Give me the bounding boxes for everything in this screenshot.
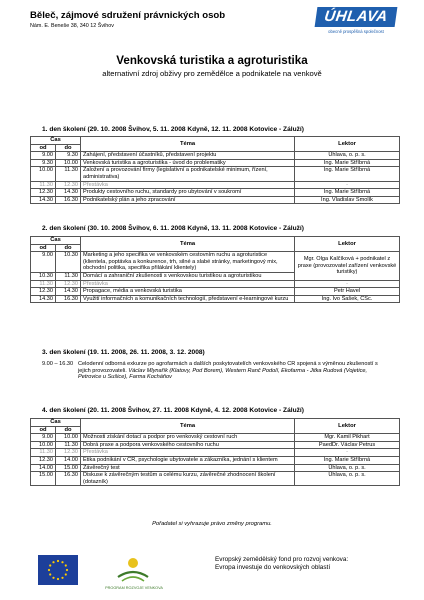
header-cas: Čas bbox=[31, 237, 81, 245]
time-from-cell: 14.30 bbox=[31, 196, 56, 204]
time-to-cell: 10.30 bbox=[56, 252, 81, 273]
eu-star-icon bbox=[65, 573, 67, 575]
topic-cell: Přestávka bbox=[81, 181, 295, 189]
schedule-row bbox=[31, 434, 400, 442]
leader-logo bbox=[112, 553, 154, 587]
day3-time: 9.00 – 16.30 bbox=[42, 361, 74, 367]
schedule-row bbox=[31, 472, 400, 486]
time-from-cell: 12.30 bbox=[31, 288, 56, 296]
topic-cell: Produkty cestovního ruchu, standardy pro ubytování v soukromí bbox=[81, 189, 295, 197]
day2-table bbox=[30, 236, 400, 303]
schedule-row bbox=[31, 196, 400, 204]
topic-cell: Možnosti získání dotací a podpor pro venkovský cestovní ruch bbox=[81, 434, 295, 442]
organization-name: Běleč, zájmové sdružení právnických osob bbox=[30, 10, 226, 21]
footer-line-2: Evropa investuje do venkovských oblastí bbox=[215, 564, 331, 572]
day3-heading: 3. den školení (19. 11. 2008, 26. 11. 2008, 3. 12. 2008) bbox=[42, 349, 205, 356]
lecturer-cell: Mgr. Olga Kalčíková + podnikatel z praxe (provozovatel zařízení venkovské turistiky) bbox=[295, 252, 400, 280]
header-od: od bbox=[31, 244, 56, 252]
footer-text bbox=[215, 556, 348, 573]
lecturer-cell: PaedDr. Václav Petrus bbox=[295, 441, 400, 449]
lecturer-cell: - bbox=[295, 449, 400, 457]
header-cas: Čas bbox=[31, 419, 81, 427]
eu-star-icon bbox=[57, 560, 59, 562]
topic-cell: Zahájení, představení účastníků, představení projektu bbox=[81, 152, 295, 160]
lecturer-cell: Úhlava, o. p. s. bbox=[295, 464, 400, 472]
lecturer-cell: Petr Havel bbox=[295, 288, 400, 296]
organizer-note: Pořadatel si vyhrazuje právo změny programu. bbox=[152, 521, 272, 527]
eu-star-icon bbox=[61, 577, 63, 579]
topic-cell: Závěrečný test bbox=[81, 464, 295, 472]
logo-wordmark: ÚHLAVA bbox=[315, 7, 398, 27]
time-to-cell: 11.30 bbox=[56, 272, 81, 280]
eu-star-icon bbox=[49, 564, 51, 566]
time-from-cell: 10.00 bbox=[31, 441, 56, 449]
pause-row bbox=[31, 449, 400, 457]
time-from-cell: 15.00 bbox=[31, 472, 56, 486]
header-lektor: Lektor bbox=[295, 237, 400, 252]
topic-cell: Domácí a zahraniční zkušenosti s venkovskou turistikou a agroturistikou bbox=[81, 272, 295, 280]
header-lektor: Lektor bbox=[295, 137, 400, 152]
time-from-cell: 10.00 bbox=[31, 167, 56, 181]
logo-subtitle: obecně prospěšná společnost bbox=[328, 29, 384, 34]
schedule-row bbox=[31, 464, 400, 472]
eu-star-icon bbox=[57, 578, 59, 580]
header-do: do bbox=[56, 426, 81, 434]
eu-stars-icon bbox=[38, 555, 78, 585]
schedule-row bbox=[31, 456, 400, 464]
day4-table bbox=[30, 418, 400, 486]
topic-cell: Založení a provozování firmy (legislativní a podnikatelské minimum, řízení, administrativa) bbox=[81, 167, 295, 181]
time-to-cell: 12.30 bbox=[56, 181, 81, 189]
eu-flag-icon bbox=[38, 555, 78, 585]
lecturer-cell: Mgr. Kamil Pikhart bbox=[295, 434, 400, 442]
topic-cell: Diskuse k závěrečným testům a celému kurzu, závěrečné zhodnocení školení (dotazník) bbox=[81, 472, 295, 486]
header-cas: Čas bbox=[31, 137, 81, 145]
organization-address: Nám. E. Beneše 38, 340 12 Švihov bbox=[30, 23, 114, 29]
topic-cell: Venkovská turistika a agroturistika - úvod do problematiky bbox=[81, 159, 295, 167]
time-to-cell: 14.30 bbox=[56, 189, 81, 197]
lecturer-cell: - bbox=[295, 280, 400, 288]
time-to-cell: 15.00 bbox=[56, 464, 81, 472]
time-to-cell: 12.30 bbox=[56, 449, 81, 457]
time-to-cell: 10.00 bbox=[56, 159, 81, 167]
header-do: do bbox=[56, 244, 81, 252]
time-from-cell: 14.00 bbox=[31, 464, 56, 472]
time-from-cell: 9.00 bbox=[31, 434, 56, 442]
schedule-row bbox=[31, 288, 400, 296]
time-to-cell: 9.30 bbox=[56, 152, 81, 160]
document-title: Venkovská turistika a agroturistika bbox=[116, 54, 308, 67]
pause-row bbox=[31, 181, 400, 189]
lecturer-cell: Ing. Marie Stříbrná bbox=[295, 456, 400, 464]
topic-cell: Etika podnikání v CR, psychologie ubytovatele a zákazníka, jednání s klientem bbox=[81, 456, 295, 464]
eu-star-icon bbox=[52, 577, 54, 579]
topic-cell: Marketing a jeho specifika ve venkovském cestovním ruchu a agroturistice (klientela, poptávka a konkurence, trh, silné a slabé stránky, marketingový mix, obchodní politika, specifika přilákání klientely) bbox=[81, 252, 295, 273]
day2-heading: 2. den školení (30. 10. 2008 Švihov, 6. 11. 2008 Kdyně, 13. 11. 2008 Kotovice - Záluží) bbox=[42, 225, 304, 232]
eu-star-icon bbox=[49, 573, 51, 575]
time-to-cell: 10.00 bbox=[56, 434, 81, 442]
lecturer-cell: Ing. Marie Stříbrná bbox=[295, 159, 400, 167]
topic-cell: Podnikatelský plán a jeho zpracování bbox=[81, 196, 295, 204]
schedule-row bbox=[31, 252, 400, 273]
eu-star-icon bbox=[65, 564, 67, 566]
topic-cell: Propagace, média a venkovská turistika bbox=[81, 288, 295, 296]
time-to-cell: 16.30 bbox=[56, 295, 81, 303]
schedule-row bbox=[31, 167, 400, 181]
header-do: do bbox=[56, 144, 81, 152]
leader-logo-icon bbox=[112, 553, 154, 587]
schedule-row bbox=[31, 295, 400, 303]
day1-rows bbox=[31, 152, 400, 204]
topic-cell: Přestávka bbox=[81, 280, 295, 288]
time-from-cell: 14.30 bbox=[31, 295, 56, 303]
pause-row bbox=[31, 280, 400, 288]
topic-cell: Přestávka bbox=[81, 449, 295, 457]
time-from-cell: 9.00 bbox=[31, 252, 56, 273]
time-from-cell: 12.30 bbox=[31, 189, 56, 197]
day3-places: Václav Mlynařík (Klatovy, Pod Borem), Western Ranč Podolí, Ekofarma - Jitka Rudová (Vojetice, Petrovice u Sušice), Farma Kocháňov bbox=[78, 367, 368, 381]
eu-star-icon bbox=[48, 569, 50, 571]
uhlava-logo bbox=[316, 7, 396, 39]
schedule-row bbox=[31, 441, 400, 449]
time-to-cell: 16.30 bbox=[56, 472, 81, 486]
lecturer-cell: Úhlava, o. p. s. bbox=[295, 472, 400, 486]
lecturer-cell: - bbox=[295, 181, 400, 189]
time-to-cell: 14.30 bbox=[56, 288, 81, 296]
lecturer-cell: Úhlava, o. p. s. bbox=[295, 152, 400, 160]
header-lektor: Lektor bbox=[295, 419, 400, 434]
lecturer-cell: Ing. Ivo Šašek, CSc. bbox=[295, 295, 400, 303]
day2-rows bbox=[31, 252, 400, 303]
eu-star-icon bbox=[66, 569, 68, 571]
day4-heading: 4. den školení (20. 11. 2008 Švihov, 27. 11. 2008 Kdyně, 4. 12. 2008 Kotovice - Záluží) bbox=[42, 407, 304, 414]
lecturer-cell: Ing. Marie Stříbrná bbox=[295, 167, 400, 181]
footer-line-1: Evropský zemědělský fond pro rozvoj venkova: bbox=[215, 556, 349, 563]
header-od: od bbox=[31, 426, 56, 434]
topic-cell: Využití informačních a komunikačních technologií, představení e-learningové kurzu bbox=[81, 295, 295, 303]
document-subtitle: alternativní zdroj obživy pro zemědělce a podnikatele na venkově bbox=[102, 69, 322, 78]
time-to-cell: 11.30 bbox=[56, 441, 81, 449]
header-od: od bbox=[31, 144, 56, 152]
topic-cell: Dobrá praxe a podpora venkovského cestovního ruchu bbox=[81, 441, 295, 449]
eu-star-icon bbox=[61, 561, 63, 563]
leader-caption: PROGRAM ROZVOJE VENKOVA bbox=[105, 586, 163, 590]
time-to-cell: 16.30 bbox=[56, 196, 81, 204]
header-tema: Téma bbox=[81, 137, 295, 152]
schedule-row bbox=[31, 189, 400, 197]
time-from-cell: 9.00 bbox=[31, 152, 56, 160]
time-from-cell: 12.30 bbox=[31, 456, 56, 464]
time-from-cell: 11.30 bbox=[31, 280, 56, 288]
time-to-cell: 14.00 bbox=[56, 456, 81, 464]
time-to-cell: 11.30 bbox=[56, 167, 81, 181]
schedule-row bbox=[31, 152, 400, 160]
day3-text: Celodenní odborná exkurze po agrofarmách a dalších poskytovatelích venkovského CR spojená s výměnou zkušeností s jejich provozovateli. bbox=[78, 361, 378, 374]
lecturer-cell: Ing. Vladislav Smolík bbox=[295, 196, 400, 204]
header-tema: Téma bbox=[81, 419, 295, 434]
day4-rows bbox=[31, 434, 400, 486]
lecturer-cell: Ing. Marie Stříbrná bbox=[295, 189, 400, 197]
time-from-cell: 10.30 bbox=[31, 272, 56, 280]
schedule-row bbox=[31, 159, 400, 167]
day1-table bbox=[30, 136, 400, 204]
time-from-cell: 9.30 bbox=[31, 159, 56, 167]
day1-heading: 1. den školení (29. 10. 2008 Švihov, 5. 11. 2008 Kdyně, 12. 11. 2008 Kotovice - Záluží) bbox=[42, 126, 304, 133]
day3-description bbox=[78, 361, 378, 381]
time-from-cell: 11.30 bbox=[31, 449, 56, 457]
time-to-cell: 12.30 bbox=[56, 280, 81, 288]
header-tema: Téma bbox=[81, 237, 295, 252]
eu-star-icon bbox=[52, 561, 54, 563]
time-from-cell: 11.30 bbox=[31, 181, 56, 189]
